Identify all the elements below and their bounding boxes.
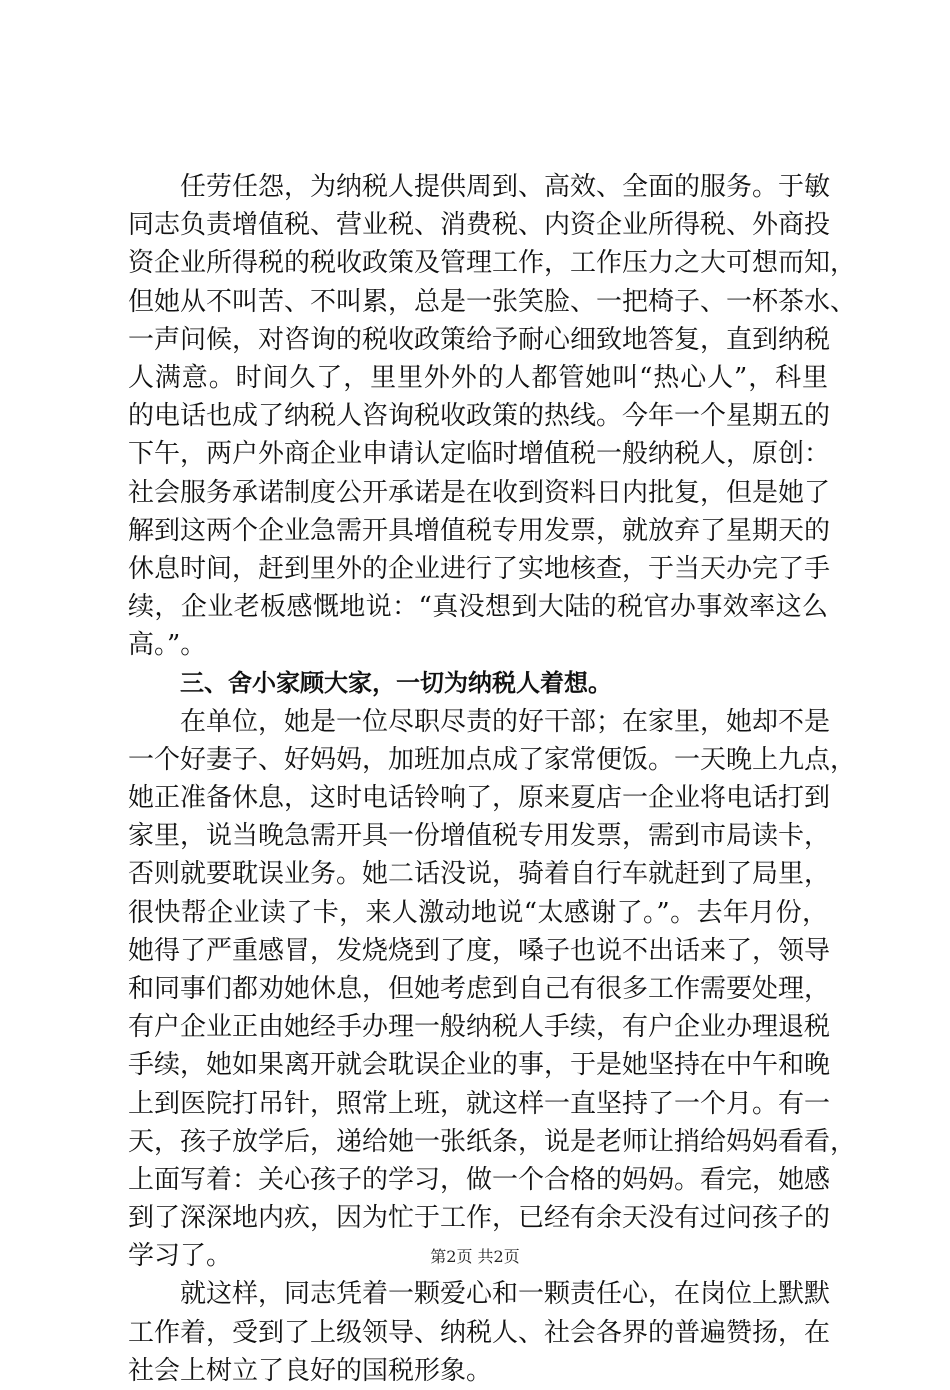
paragraph-line: 的电话也成了纳税人咨询税收政策的热线。今年一个星期五的 bbox=[128, 401, 831, 432]
paragraph-family bbox=[128, 703, 857, 1276]
paragraph-line: 社会上树立了良好的国税形象。 bbox=[128, 1355, 493, 1386]
paragraph-line: 她正准备休息，这时电话铃响了，原来夏店一企业将电话打到 bbox=[128, 783, 831, 813]
paragraph-line: 工作着，受到了上级领导、纳税人、社会各界的普遍赞扬，在 bbox=[128, 1317, 831, 1348]
paragraph-line: 她得了严重感冒，发烧烧到了度，嗓子也说不出话来了，领导 bbox=[128, 935, 831, 966]
paragraph-line: 就这样，同志凭着一颗爱心和一颗责任心，在岗位上默默 bbox=[180, 1279, 831, 1310]
paragraph-line: 上到医院打吊针，照常上班，就这样一直坚持了一个月。有一 bbox=[128, 1088, 831, 1119]
paragraph-line: 任劳任怨，为纳税人提供周到、高效、全面的服务。于敏 bbox=[180, 172, 831, 202]
paragraph-line: 资企业所得税的税收政策及管理工作，工作压力之大可想而知， bbox=[128, 248, 857, 279]
paragraph-line: 到了深深地内疚，因为忙于工作，已经有余天没有过问孩子的 bbox=[128, 1203, 831, 1234]
paragraph-conclusion bbox=[128, 1275, 831, 1390]
paragraph-line: 上面写着：关心孩子的学习，做一个合格的妈妈。看完，她感 bbox=[128, 1164, 831, 1195]
paragraph-line: 很快帮企业读了卡，来人激动地说“太感谢了。”。去年月份， bbox=[128, 897, 828, 928]
paragraph-line: 否则就要耽误业务。她二话没说，骑着自行车就赶到了局里， bbox=[128, 859, 831, 890]
paragraph-line: 一个好妻子、好妈妈，加班加点成了家常便饭。一天晚上九点， bbox=[128, 744, 857, 775]
paragraph-line: 人满意。时间久了，里里外外的人都管她叫“热心人”，科里 bbox=[128, 362, 828, 393]
paragraph-line: 高。”。 bbox=[128, 630, 207, 661]
document-body bbox=[128, 168, 857, 1390]
paragraph-service bbox=[128, 168, 857, 664]
paragraph-line: 解到这两个企业急需开具增值税专用发票，就放弃了星期天的 bbox=[128, 515, 831, 546]
paragraph-line: 下午，两户外商企业申请认定临时增值税一般纳税人，原创： bbox=[128, 439, 831, 470]
paragraph-line: 社会服务承诺制度公开承诺是在收到资料日内批复，但是她了 bbox=[128, 477, 831, 508]
page-footer: 第2页 共2页 bbox=[430, 1247, 520, 1266]
paragraph-line: 续，企业老板感慨地说：“真没想到大陆的税官办事效率这么 bbox=[128, 592, 828, 623]
paragraph-line: 和同事们都劝她休息，但她考虑到自己有很多工作需要处理， bbox=[128, 973, 831, 1004]
paragraph-line: 学习了。 bbox=[128, 1241, 233, 1272]
paragraph-line: 一声问候，对咨询的税收政策给予耐心细致地答复，直到纳税 bbox=[128, 324, 831, 355]
paragraph-line: 但她从不叫苦、不叫累，总是一张笑脸、一把椅子、一杯茶水、 bbox=[128, 286, 857, 317]
paragraph-line: 休息时间，赶到里外的企业进行了实地核查，于当天办完了手 bbox=[128, 553, 831, 584]
section-heading: 三、舍小家顾大家，一切为纳税人着想。 bbox=[180, 669, 612, 698]
paragraph-line: 同志负责增值税、营业税、消费税、内资企业所得税、外商投 bbox=[128, 210, 831, 241]
paragraph-line: 在单位，她是一位尽职尽责的好干部；在家里，她却不是 bbox=[180, 706, 831, 737]
paragraph-line: 手续，她如果离开就会耽误企业的事，于是她坚持在中午和晚 bbox=[128, 1050, 831, 1081]
paragraph-line: 家里，说当晚急需开具一份增值税专用发票，需到市局读卡， bbox=[128, 821, 831, 852]
paragraph-line: 有户企业正由她经手办理一般纳税人手续，有户企业办理退税 bbox=[128, 1012, 831, 1043]
paragraph-line: 天，孩子放学后，递给她一张纸条，说是老师让捎给妈妈看看， bbox=[128, 1126, 857, 1157]
